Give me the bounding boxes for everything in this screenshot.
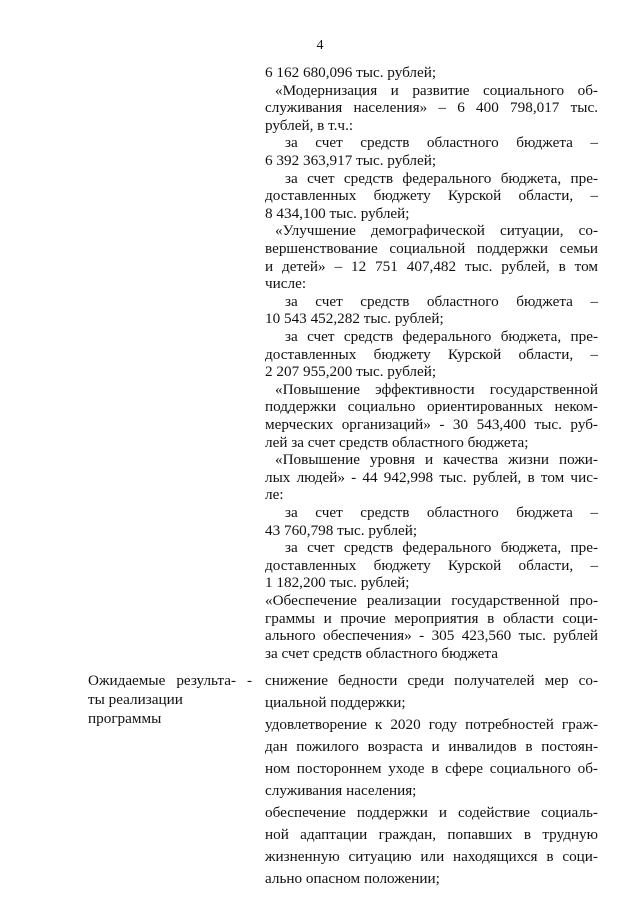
text-line: мерческих организаций» - 30 543,400 тыс. руб- [265, 416, 598, 433]
text-line: доставленных бюджету Курской области, – [265, 187, 598, 205]
text-line: рублей, в т.ч.: [265, 116, 354, 134]
text-line: служивания населения; [265, 782, 417, 799]
text-line: поддержки социально ориентированных неком- [265, 398, 598, 416]
text-line: «Повышение уровня и качества жизни пожи- [275, 451, 598, 469]
text-line: лых людей» - 44 942,998 тыс. рублей, в том чис- [265, 468, 598, 486]
text-line: 2 207 955,200 тыс. рублей; [265, 363, 437, 381]
text-line: за счет средств областного бюджета – [285, 292, 598, 310]
text-line: 1 182,200 тыс. рублей; [265, 574, 410, 592]
text-line: 8 434,100 тыс. рублей; [265, 204, 410, 222]
text-line: ально опасном положении; [265, 870, 440, 887]
text-line: удовлетворение к 2020 году потребностей граж- [265, 716, 598, 733]
text-line: жизненную ситуацию или находящихся в соци- [265, 848, 598, 865]
text-line: 6 392 363,917 тыс. рублей; [265, 152, 437, 169]
text-line: доставленных бюджету Курской области, – [265, 556, 598, 574]
expected-results-label: Ожидаемые результа- [88, 672, 236, 689]
page-number: 4 [316, 38, 324, 53]
text-line: ном постороннем уходе в сфере социального об- [265, 760, 598, 777]
text-line: за счет средств областного бюджета – [285, 504, 598, 521]
text-line: 43 760,798 тыс. рублей; [265, 521, 418, 539]
text-line: за счет средств федерального бюджета, пре- [285, 169, 598, 187]
text-line: «Повышение эффективности государственной [275, 380, 598, 398]
text-line: граммы и прочие мероприятия в области соци- [265, 609, 598, 627]
text-line: циальной поддержки; [265, 694, 406, 711]
text-line: доставленных бюджету Курской области, – [265, 345, 598, 363]
text-line: и детей» – 12 751 407,482 тыс. рублей, в том [265, 257, 598, 275]
text-line: «Модернизация и развитие социального об- [275, 81, 598, 99]
text-line: за счет средств федерального бюджета, пре- [285, 539, 598, 557]
text-line: вершенствование социальной поддержки семьи [265, 240, 598, 257]
expected-results-label: ты реализации [88, 691, 183, 708]
text-line: числе: [265, 275, 307, 293]
text-line: служивания населения» – 6 400 798,017 тыс. [265, 99, 598, 117]
text-line: за счет средств областного бюджета [265, 644, 498, 662]
text-line: ной адаптации граждан, попавших в трудную [265, 826, 598, 843]
text-line: дан пожилого возраста и инвалидов в постоян- [265, 738, 598, 755]
expected-results-label: программы [88, 710, 162, 727]
text-line: за счет средств федерального бюджета, пре- [285, 328, 598, 345]
separator-dash: - [247, 672, 253, 689]
text-line: за счет средств областного бюджета – [285, 134, 598, 152]
text-line: 6 162 680,096 тыс. рублей; [265, 64, 437, 81]
text-line: обеспечение поддержки и содействие социаль- [265, 804, 598, 821]
text-line: лей за счет средств областного бюджета; [265, 433, 529, 451]
text-line: ального обеспечения» - 305 423,560 тыс. рублей [265, 627, 598, 645]
text-line: ле: [265, 486, 284, 504]
text-line: «Обеспечение реализации государственной про- [265, 592, 598, 609]
text-line: снижение бедности среди получателей мер со- [265, 672, 598, 689]
text-line: 10 543 452,282 тыс. рублей; [265, 310, 444, 328]
text-line: «Улучшение демографической ситуации, со- [275, 222, 598, 240]
